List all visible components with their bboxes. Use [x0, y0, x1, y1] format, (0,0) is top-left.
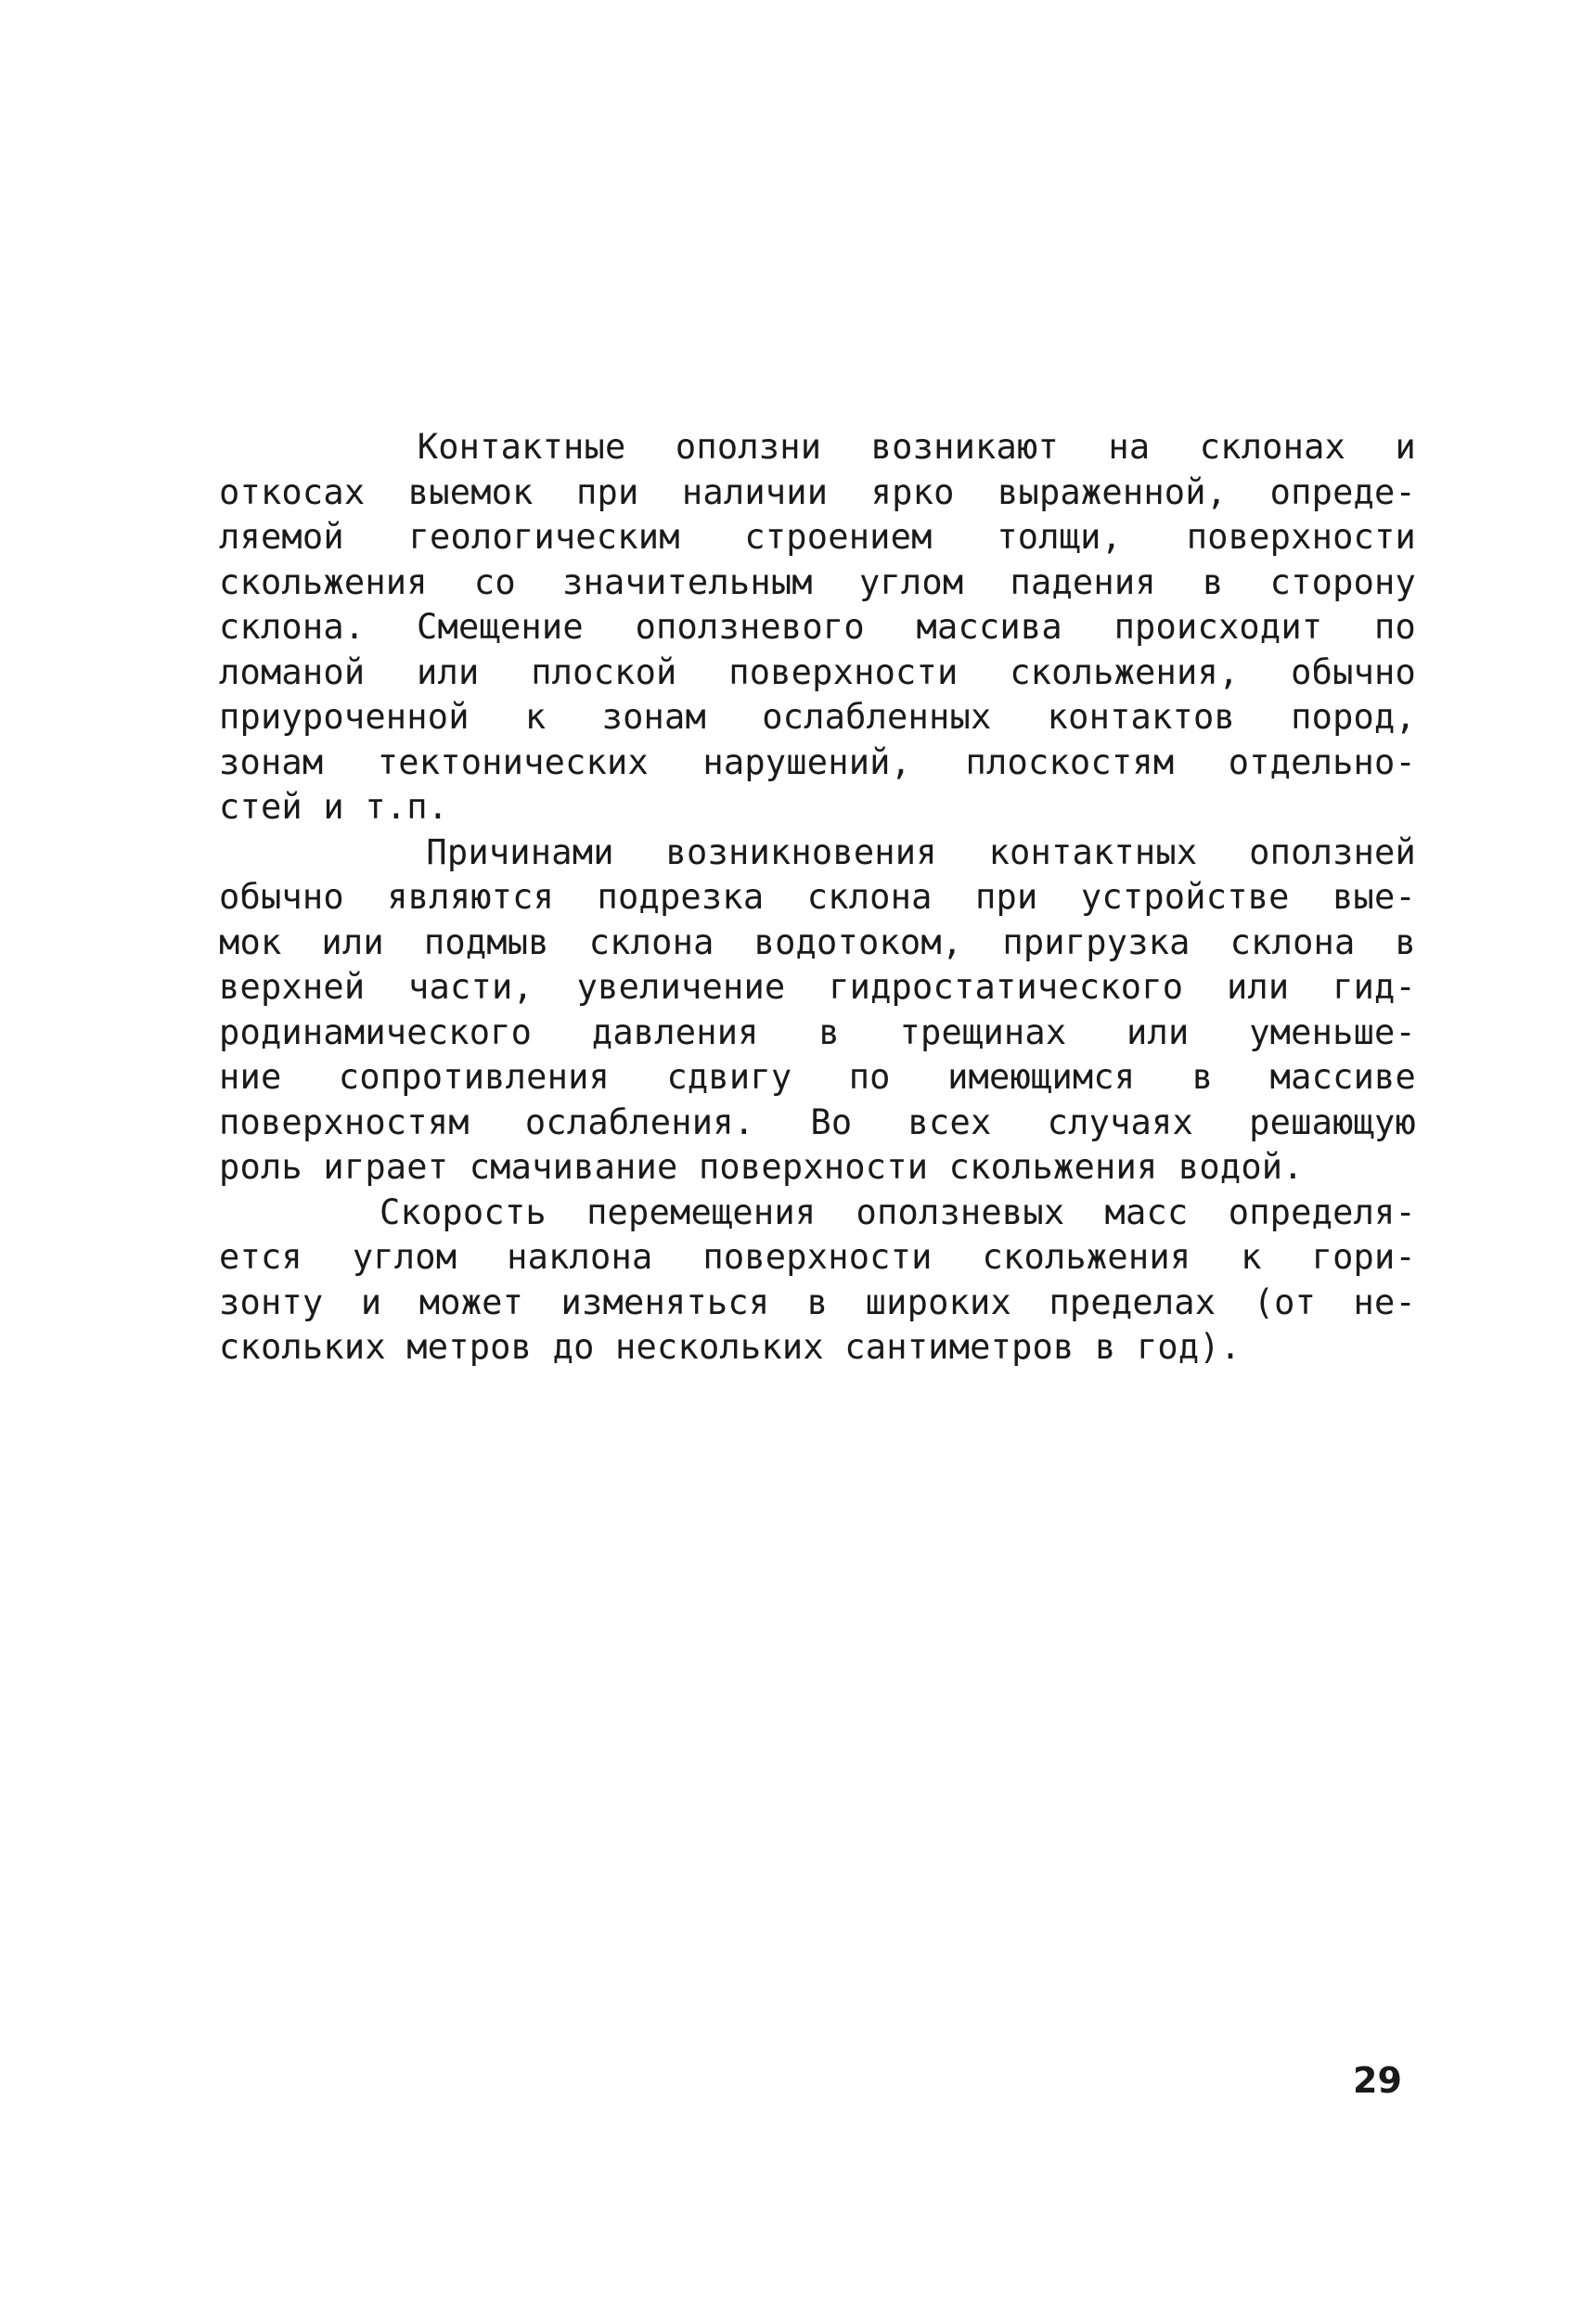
- text-line: скольжения со значительным углом падения в сторону: [219, 561, 1416, 602]
- paragraph-speed: [219, 1191, 1416, 1371]
- text-line: склона. Смещение оползневого массива происходит по: [219, 607, 1416, 647]
- text-line: ние сопротивления сдвигу по имеющимся в массиве: [219, 1057, 1416, 1097]
- text-line: скольких метров до нескольких сантиметров в год).: [219, 1327, 1242, 1367]
- text-line: обычно являются подрезка склона при устройстве вые-: [219, 877, 1416, 917]
- paragraph-causes: [219, 831, 1416, 1191]
- text-line: зонам тектонических нарушений, плоскостям отдельно-: [219, 741, 1416, 782]
- text-line: родинамического давления в трещинах или уменьше-: [219, 1011, 1416, 1052]
- text-line: ляемой геологическим строением толщи, поверхности: [219, 517, 1416, 557]
- text-line: поверхностям ослабления. Во всех случаях решающую: [219, 1101, 1416, 1142]
- text-line: мок или подмыв склона водотоком, пригрузка склона в: [219, 921, 1416, 962]
- text-line: откосах выемок при наличии ярко выраженной, опреде-: [219, 471, 1416, 512]
- body-text: [219, 425, 1416, 1371]
- page-number: 29: [1353, 2060, 1402, 2101]
- text-line: стей и т.п.: [219, 787, 449, 827]
- text-line: приуроченной к зонам ослабленных контактов пород,: [219, 697, 1416, 737]
- text-line: Контактные оползни возникают на склонах и: [219, 427, 1416, 467]
- text-line: зонту и может изменяться в широких пределах (от не-: [219, 1281, 1416, 1322]
- text-line: Скорость перемещения оползневых масс определя-: [219, 1191, 1416, 1232]
- text-line: верхней части, увеличение гидростатического или гид-: [219, 967, 1416, 1007]
- text-line: Причинами возникновения контактных оползней: [219, 831, 1416, 872]
- text-line: ломаной или плоской поверхности скольжения, обычно: [219, 651, 1416, 692]
- text-line: ется углом наклона поверхности скольжения к гори-: [219, 1237, 1416, 1277]
- text-line: роль играет смачивание поверхности скольжения водой.: [219, 1147, 1304, 1187]
- paragraph-contact-landslides: [219, 425, 1416, 831]
